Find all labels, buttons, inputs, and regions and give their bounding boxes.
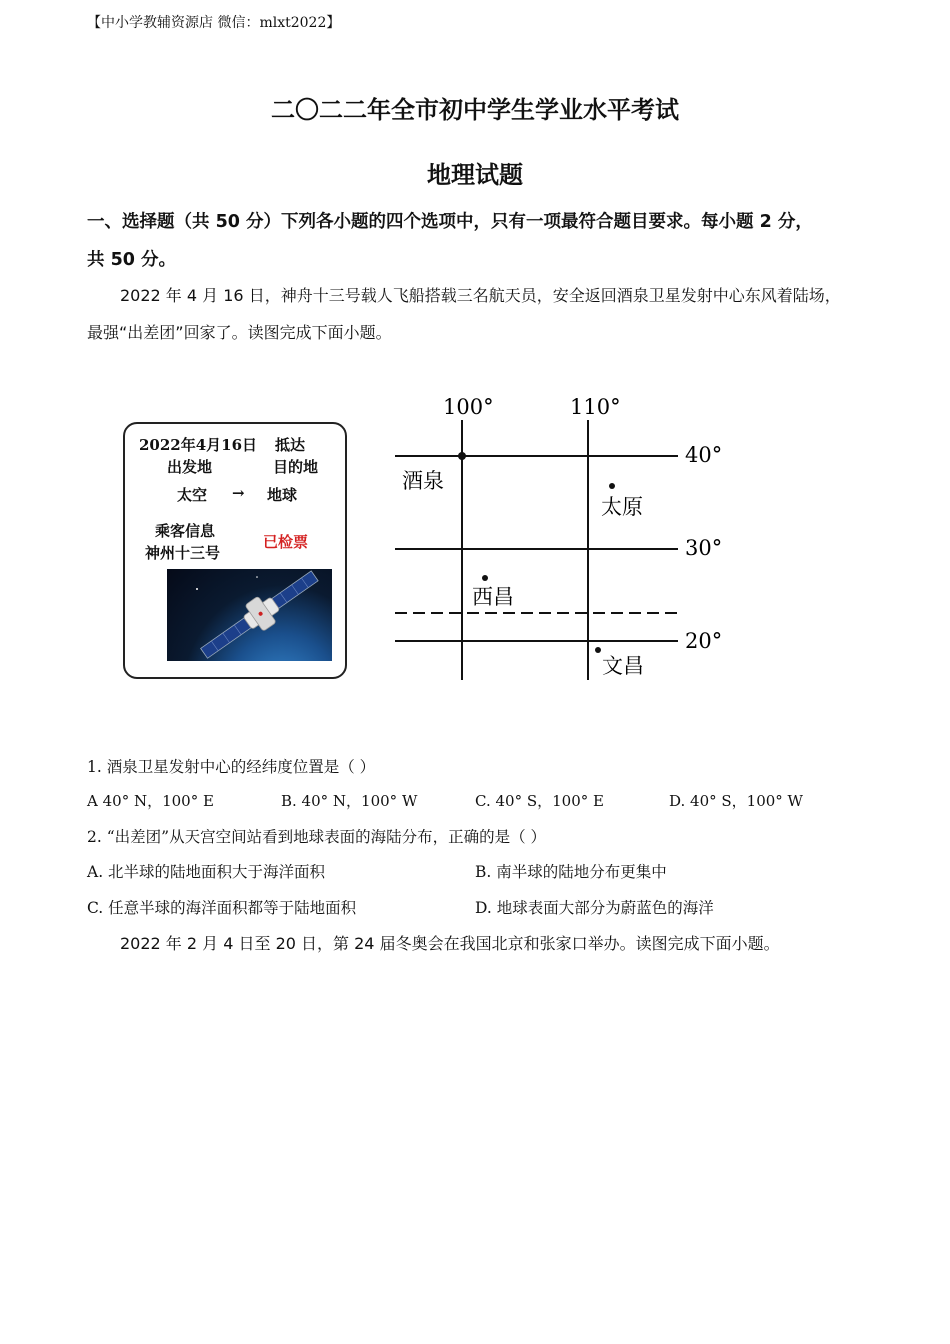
lon-label-100: 100°: [443, 395, 494, 419]
exam-subtitle: 地理试题: [427, 160, 523, 189]
lat-label-20: 20°: [685, 629, 723, 653]
section-heading-line2: 共 50 分。: [87, 250, 177, 270]
q2-option-a: A. 北半球的陆地面积大于海洋面积: [87, 863, 326, 881]
question-1-stem: 1. 酒泉卫星发射中心的经纬度位置是（ ）: [87, 758, 376, 776]
ticket-dest-label: 目的地: [273, 458, 319, 476]
lat-label-40: 40°: [685, 443, 723, 467]
place-taiyuan: 太原: [601, 495, 643, 519]
place-wenchang: 文昌: [602, 654, 644, 678]
place-xichang: 西昌: [472, 585, 514, 609]
intro2: 2022 年 2 月 4 日至 20 日，第 24 届冬奥会在我国北京和张家口举办。读图完成下面小题。: [120, 934, 780, 953]
ticket-to: 地球: [267, 486, 298, 504]
q2-option-b: B. 南半球的陆地分布更集中: [475, 863, 667, 881]
q1-option-c: C. 40° S，100° E: [475, 792, 604, 810]
taiyuan-dot: [609, 483, 615, 489]
question-2-stem: 2. “出差团”从天宫空间站看到地球表面的海陆分布，正确的是（ ）: [87, 828, 546, 846]
ticket-stamp: 已检票: [263, 533, 309, 551]
lat-lon-grid-map: [390, 390, 730, 685]
jiuquan-dot: [458, 452, 466, 460]
section-heading-line1: 一、选择题（共 50 分）下列各小题的四个选项中，只有一项最符合题目要求。每小题 2 分，: [87, 212, 813, 232]
lat-label-30: 30°: [685, 536, 723, 560]
place-jiuquan: 酒泉: [402, 469, 444, 493]
header-note: 【中小学教辅资源店 微信：mlxt2022】: [87, 15, 341, 31]
ticket-date: 2022年4月16日: [139, 436, 258, 454]
lon-label-110: 110°: [570, 395, 621, 419]
xichang-dot: [482, 575, 488, 581]
ticket-passenger: 神州十三号: [145, 544, 221, 562]
ticket-arrive: 抵达: [275, 436, 306, 454]
ticket-depart-label: 出发地: [167, 458, 213, 476]
space-station-photo: [167, 569, 332, 661]
q2-option-d: D. 地球表面大部分为蔚蓝色的海洋: [475, 899, 714, 917]
intro1-line2: 最强“出差团”回家了。读图完成下面小题。: [87, 323, 392, 342]
intro1-line1: 2022 年 4 月 16 日，神舟十三号载人飞船搭载三名航天员，安全返回酒泉卫星发射中心东风着陆场，: [120, 286, 841, 305]
exam-title: 二〇二二年全市初中学生学业水平考试: [271, 95, 679, 124]
q2-option-c: C. 任意半球的海洋面积都等于陆地面积: [87, 899, 357, 917]
wenchang-dot: [595, 647, 601, 653]
q1-option-d: D. 40° S，100° W: [669, 792, 803, 810]
ticket-from: 太空: [177, 486, 208, 504]
ticket-arrow-icon: →: [232, 484, 245, 502]
q1-option-a: A 40° N，100° E: [87, 792, 214, 810]
ticket-passenger-label: 乘客信息: [155, 522, 216, 540]
q1-option-b: B. 40° N，100° W: [281, 792, 418, 810]
boarding-ticket-figure: [123, 422, 347, 679]
space-station-icon: [167, 569, 332, 661]
